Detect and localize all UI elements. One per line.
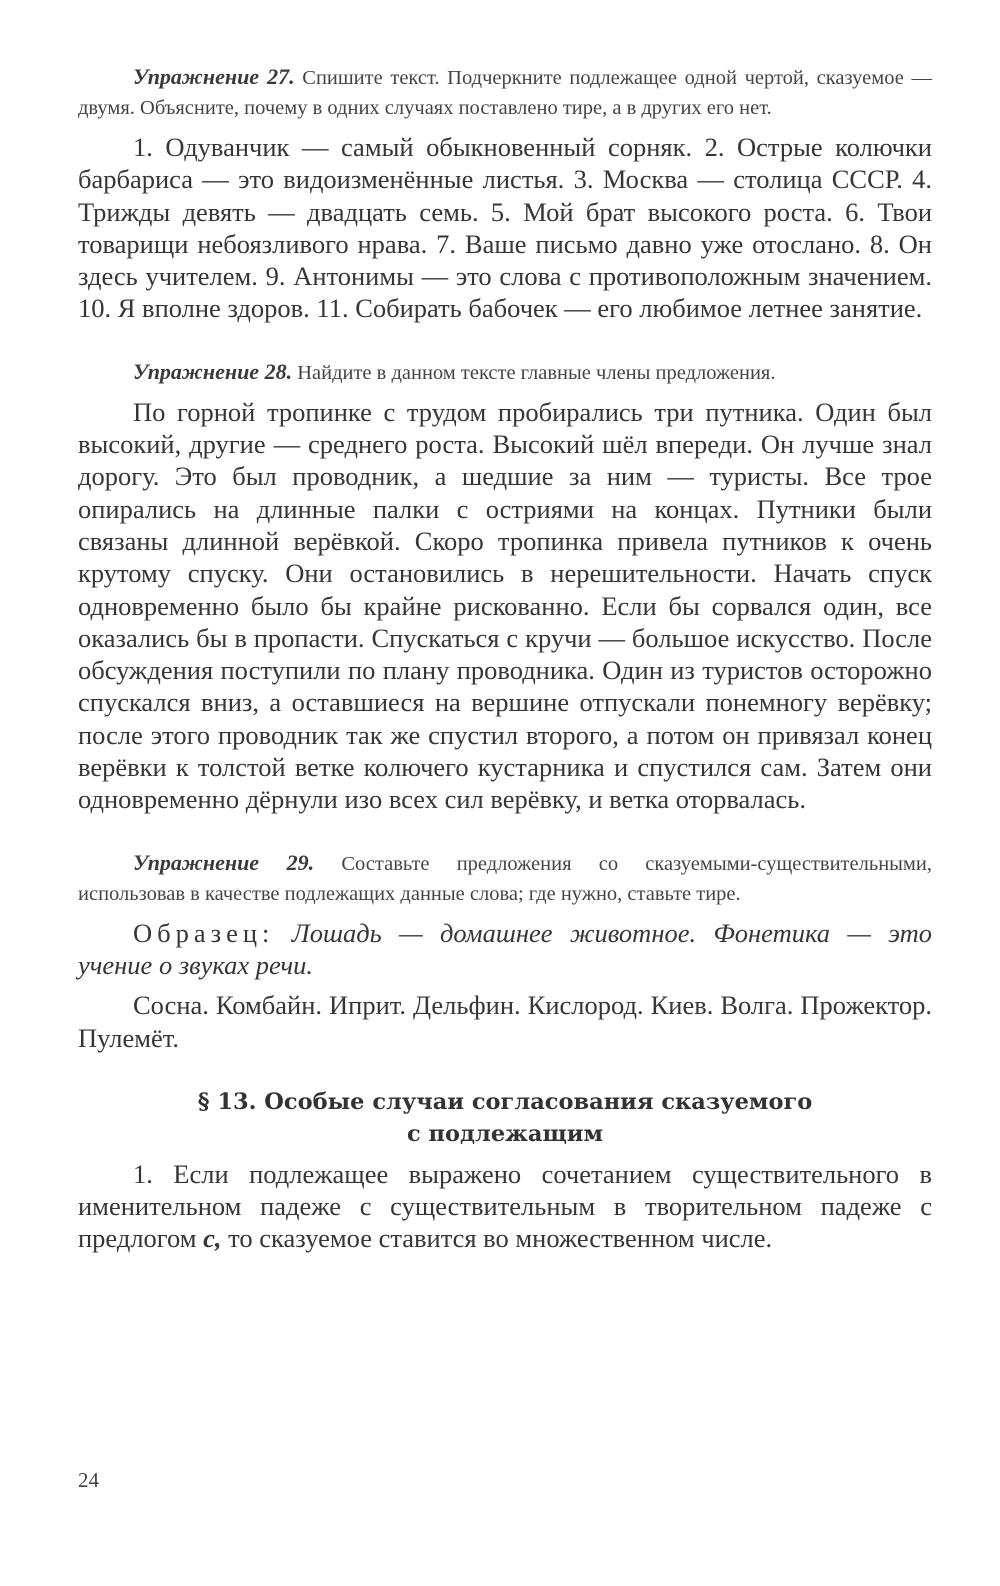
exercise-29-instructions: Составьте предложения со сказуемыми-существительными, использовав в качестве подлежащих данные слова; где нужно, ставьте тире. xyxy=(78,852,933,905)
textbook-page xyxy=(78,62,932,1255)
exercise-27-label: Упражнение 27. xyxy=(133,64,295,89)
section-rule-1 xyxy=(78,1158,932,1255)
exercise-28-label: Упражнение 28. xyxy=(133,358,293,384)
section-heading-line2: с подлежащим xyxy=(406,1120,604,1147)
exercise-29-task xyxy=(78,848,932,909)
rule-1-text-after: то сказуемое ставится во множественном числе. xyxy=(221,1223,773,1254)
sample-text: Лошадь — домашнее животное. Фонетика — это учение о звуках речи. xyxy=(78,917,932,980)
exercise-28-instructions: Найдите в данном тексте главные члены предложения. xyxy=(292,361,776,384)
exercise-29-words: Сосна. Комбайн. Иприт. Дельфин. Кислород. Киев. Волга. Прожектор. Пулемёт. xyxy=(78,990,932,1053)
section-heading xyxy=(78,1086,932,1150)
exercise-27-instructions: Спишите текст. Подчеркните подлежащее одной чертой, сказуемое — двумя. Объясните, почему в одних случаях поставлено тире, а в других его нет. xyxy=(78,67,932,119)
exercise-29-sample xyxy=(78,917,932,982)
exercise-28-task xyxy=(78,357,932,388)
exercise-29-label: Упражнение 29. xyxy=(133,849,315,875)
exercise-27-text: 1. Одуванчик — самый обыкновенный сорняк. 2. Острые колючки барбариса — это видоизменённые листья. 3. Москва — столица СССР. 4. Трижды девять — двадцать семь. 5. Мой брат высокого роста. 6. Твои товарищи небоязливого нрава. 7. Ваше письмо давно уже отослано. 8. Он здесь учителем. 9. Антонимы — это слова с противоположным значением. 10. Я вполне здоров. 11. Собирать бабочек — его любимое летнее занятие. xyxy=(78,132,932,324)
sample-label: Образец: xyxy=(133,917,275,948)
exercise-28-text: По горной тропинке с трудом пробирались три путника. Один был высокий, другие — среднего роста. Высокий шёл впереди. Он лучше знал дорогу. Это был проводник, а шедшие за ним — туристы. Все трое опирались на длинные палки с остриями на концах. Путники были связаны длинной верёвкой. Скоро тропинка привела путников к очень крутому спуску. Они остановились в нерешительности. Начать спуск одновременно было бы крайне рискованно. Если бы сорвался один, все оказались бы в пропасти. Спускаться с кручи — большое искусство. После обсуждения поступили по плану проводника. Один из туристов осторожно спускался вниз, а оставшиеся на вершине отпускали понемногу верёвку; после этого проводник так же спустил второго, а потом он привязал конец верёвки к толстой ветке колючего кустарника и спустился сам. Затем они одновременно дёрнули изо всех сил верёвку, и ветка оторвалась. xyxy=(78,396,932,815)
page-number: 24 xyxy=(78,1468,99,1492)
exercise-27-task xyxy=(78,62,932,123)
section-heading-line1: § 13. Особые случаи согласования сказуемого xyxy=(197,1088,813,1115)
rule-1-preposition: с, xyxy=(203,1223,222,1254)
rule-1-text-before: 1. Если подлежащее выражено сочетанием существительного в именительном падеже с существительным в творительном падеже с предлогом xyxy=(78,1158,932,1254)
